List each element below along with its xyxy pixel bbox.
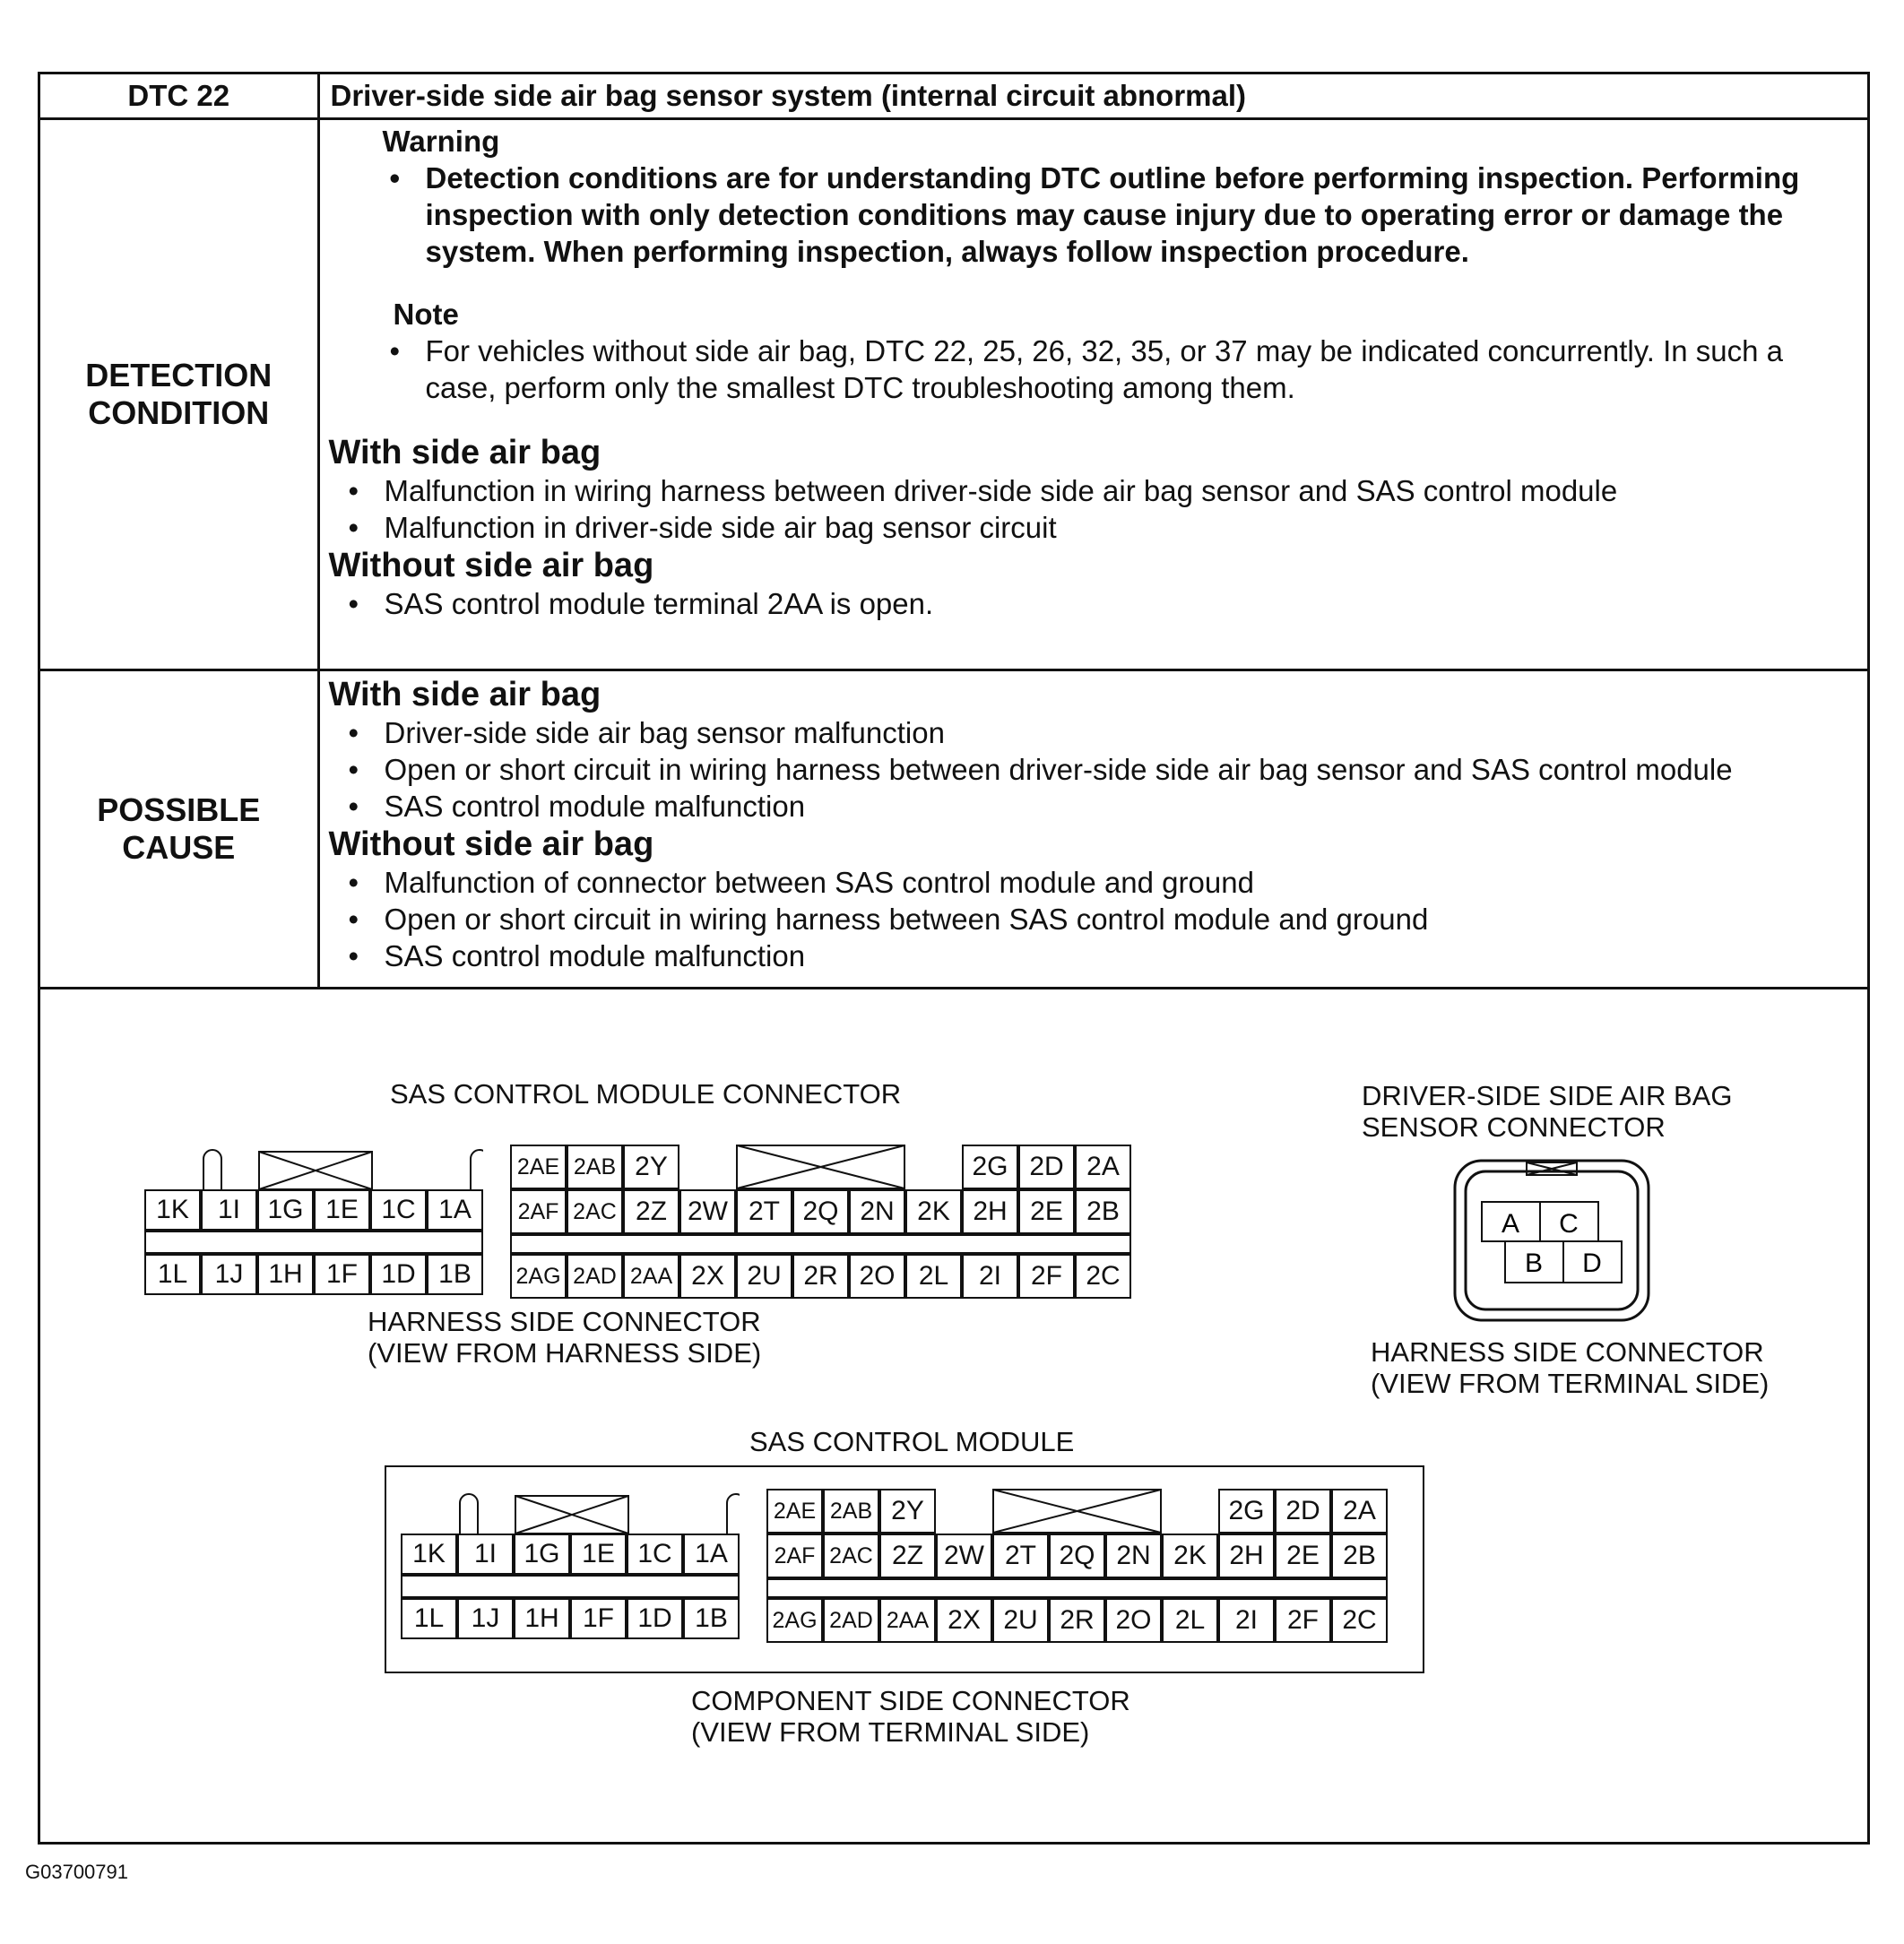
connector-pin: 2L xyxy=(905,1254,962,1299)
connector-pin: 1A xyxy=(683,1534,740,1575)
connector-pin: 2G xyxy=(1218,1489,1275,1534)
connector-pin: 1I xyxy=(457,1534,514,1575)
detection-label-line1: DETECTION xyxy=(85,357,273,393)
connector-pin: 2Y xyxy=(879,1489,936,1534)
connector-pin: 2R xyxy=(792,1254,849,1299)
connector-pin: 2K xyxy=(905,1189,962,1234)
connector-pin: 1J xyxy=(457,1598,514,1639)
connector-pin: 2G xyxy=(962,1145,1018,1189)
cause-label-line1: POSSIBLE xyxy=(97,791,261,828)
sensor-pin-b: B xyxy=(1524,1248,1544,1278)
detection-label-line2: CONDITION xyxy=(88,394,270,431)
detection-content xyxy=(318,119,1867,670)
list-item: • Open or short circuit in wiring harness between driver-side side air bag sensor and SAS control module xyxy=(385,751,1859,788)
connector-pin: 2N xyxy=(849,1189,905,1234)
connector-key-icon xyxy=(736,1145,905,1189)
connector-divider xyxy=(144,1231,483,1254)
list-item: • Open or short circuit in wiring harness between SAS control module and ground xyxy=(385,901,1859,937)
connector-latch-icon xyxy=(401,1489,740,1535)
connector-pin: 2AE xyxy=(766,1489,823,1534)
connector-pin: 1E xyxy=(570,1534,627,1575)
connector-pin: 2A xyxy=(1075,1145,1131,1189)
note-title: Note xyxy=(393,298,459,331)
detection-with-title: With side air bag xyxy=(328,434,601,471)
connector-pin: 2D xyxy=(1018,1145,1075,1189)
connector-pin: 1E xyxy=(314,1189,370,1231)
connector-pin: 2H xyxy=(1218,1534,1275,1578)
sas-connector-title: SAS CONTROL MODULE CONNECTOR xyxy=(390,1078,902,1110)
connector-pin: 2AG xyxy=(510,1254,567,1299)
connector-pin: 1A xyxy=(427,1189,483,1231)
connector-pin: 2I xyxy=(1218,1598,1275,1643)
connector-pin: 2AD xyxy=(823,1598,879,1643)
connector-pin: 2F xyxy=(1018,1254,1075,1299)
connector-key-icon xyxy=(992,1489,1162,1534)
connector-pin: 1H xyxy=(514,1598,570,1639)
list-item: • SAS control module malfunction xyxy=(385,788,1859,825)
sensor-pin-d: D xyxy=(1582,1248,1602,1278)
connector-pin: 2AA xyxy=(879,1598,936,1643)
sensor-pin-a: A xyxy=(1501,1209,1520,1239)
sas-connector-caption-2: (VIEW FROM HARNESS SIDE) xyxy=(368,1337,762,1369)
connector-pin: 2E xyxy=(1018,1189,1075,1234)
dtc-table xyxy=(40,74,1867,989)
connector-pin: 2Q xyxy=(1049,1534,1105,1578)
connector-pin: 2AB xyxy=(567,1145,623,1189)
connector-pin: 2AC xyxy=(567,1189,623,1234)
connector-pin: 2W xyxy=(679,1189,736,1234)
connector-pin: 2AE xyxy=(510,1145,567,1189)
connector-pin: 1B xyxy=(427,1254,483,1295)
list-item: • Malfunction in wiring harness between driver-side side air bag sensor and SAS control module xyxy=(385,472,1859,509)
connector-pin: 1H xyxy=(257,1254,314,1295)
connector-pin: 2C xyxy=(1075,1254,1131,1299)
detection-row xyxy=(40,119,1867,670)
list-item: • Malfunction of connector between SAS control module and ground xyxy=(385,864,1859,901)
connector-pin: 2AD xyxy=(567,1254,623,1299)
connector-pin: 2K xyxy=(1162,1534,1218,1578)
sensor-pin-c: C xyxy=(1559,1209,1579,1239)
connector-pin: 1C xyxy=(370,1189,427,1231)
sas-connector-caption-1: HARNESS SIDE CONNECTOR xyxy=(368,1306,761,1337)
detection-without-title: Without side air bag xyxy=(328,547,654,584)
warning-item: • Detection conditions are for understanding DTC outline before performing inspection. Performing inspection with only detection conditions may cause injury due to operating error or damage the system. When performing inspection, always follow inspection procedure. xyxy=(426,160,1859,270)
detection-without-list xyxy=(385,585,1859,622)
connector-pin: 1G xyxy=(257,1189,314,1231)
connector-pin: 1D xyxy=(627,1598,683,1639)
connector-pin: 2H xyxy=(962,1189,1018,1234)
note-list xyxy=(426,333,1859,406)
connector-pin: 1D xyxy=(370,1254,427,1295)
connector-pin: 2Z xyxy=(879,1534,936,1578)
sas-module-caption-2: (VIEW FROM TERMINAL SIDE) xyxy=(691,1716,1090,1748)
sas-module-title: SAS CONTROL MODULE xyxy=(749,1426,1075,1457)
dtc-code: DTC 22 xyxy=(40,74,318,119)
cause-without-list xyxy=(385,864,1859,974)
cause-row xyxy=(40,670,1867,989)
connector-pin: 2U xyxy=(992,1598,1049,1643)
connector-pin: 1I xyxy=(201,1189,257,1231)
list-item: • Driver-side side air bag sensor malfunction xyxy=(385,714,1859,751)
list-item: • Malfunction in driver-side side air bag sensor circuit xyxy=(385,509,1859,546)
connector-pin: 2Z xyxy=(623,1189,679,1234)
sas-module-caption-1: COMPONENT SIDE CONNECTOR xyxy=(691,1685,1130,1716)
connector-pin: 1F xyxy=(570,1598,627,1639)
connector-pin: 2A xyxy=(1331,1489,1388,1534)
list-item: • SAS control module terminal 2AA is open. xyxy=(385,585,1859,622)
connector-pin: 2B xyxy=(1331,1534,1388,1578)
note-item: • For vehicles without side air bag, DTC 22, 25, 26, 32, 35, or 37 may be indicated concurrently. In such a case, perform only the smallest DTC troubleshooting among them. xyxy=(426,333,1859,406)
cause-with-list xyxy=(385,714,1859,825)
cause-without-title: Without side air bag xyxy=(328,825,654,863)
connector-pin: 2U xyxy=(736,1254,792,1299)
connector-pin: 2AG xyxy=(766,1598,823,1643)
connector-pin: 2B xyxy=(1075,1189,1131,1234)
sensor-connector-caption-1: HARNESS SIDE CONNECTOR xyxy=(1371,1336,1764,1368)
header-row xyxy=(40,74,1867,119)
connector-pin: 2I xyxy=(962,1254,1018,1299)
connector-diagram xyxy=(40,981,1867,1842)
connector-pin: 1L xyxy=(401,1598,457,1639)
sensor-connector-title-2: SENSOR CONNECTOR xyxy=(1362,1111,1666,1143)
connector-pin: 2T xyxy=(992,1534,1049,1578)
connector-pin: 2T xyxy=(736,1189,792,1234)
connector-pin: 2E xyxy=(1275,1534,1331,1578)
sensor-connector-drawing xyxy=(1451,1157,1652,1324)
connector-pin: 2O xyxy=(1105,1598,1162,1643)
connector-pin: 2O xyxy=(849,1254,905,1299)
cause-content xyxy=(318,670,1867,989)
detection-with-list xyxy=(385,472,1859,546)
connector-pin: 1B xyxy=(683,1598,740,1639)
connector-pin: 1C xyxy=(627,1534,683,1575)
connector-pin: 1J xyxy=(201,1254,257,1295)
connector-pin: 1K xyxy=(401,1534,457,1575)
connector-pin: 2Y xyxy=(623,1145,679,1189)
connector-pin: 2C xyxy=(1331,1598,1388,1643)
connector-pin: 2X xyxy=(936,1598,992,1643)
connector-pin: 1G xyxy=(514,1534,570,1575)
list-item: • SAS control module malfunction xyxy=(385,937,1859,974)
figure-id: G03700791 xyxy=(25,1861,128,1883)
sensor-connector-title-1: DRIVER-SIDE SIDE AIR BAG xyxy=(1362,1080,1733,1111)
connector-pin: 2AC xyxy=(823,1534,879,1578)
dtc-sheet xyxy=(38,72,1870,1845)
connector-pin: 2AB xyxy=(823,1489,879,1534)
connector-pin: 2Q xyxy=(792,1189,849,1234)
sensor-connector-caption-2: (VIEW FROM TERMINAL SIDE) xyxy=(1371,1368,1770,1399)
connector-pin: 2AF xyxy=(766,1534,823,1578)
dtc-title: Driver-side side air bag sensor system (internal circuit abnormal) xyxy=(318,74,1867,119)
connector-pin: 1K xyxy=(144,1189,201,1231)
connector-pin: 2R xyxy=(1049,1598,1105,1643)
cause-with-title: With side air bag xyxy=(328,676,601,713)
warning-list xyxy=(426,160,1859,270)
connector-pin: 2N xyxy=(1105,1534,1162,1578)
warning-title: Warning xyxy=(382,125,500,158)
connector-pin: 2X xyxy=(679,1254,736,1299)
connector-divider xyxy=(510,1234,1131,1254)
connector-latch-icon xyxy=(144,1145,483,1191)
connector-divider xyxy=(401,1575,740,1598)
connector-pin: 2F xyxy=(1275,1598,1331,1643)
connector-divider xyxy=(766,1578,1388,1598)
detection-label xyxy=(40,119,318,670)
connector-pin: 2D xyxy=(1275,1489,1331,1534)
connector-pin: 1L xyxy=(144,1254,201,1295)
connector-pin: 2AA xyxy=(623,1254,679,1299)
cause-label xyxy=(40,670,318,989)
cause-label-line2: CAUSE xyxy=(122,829,236,866)
connector-pin: 1F xyxy=(314,1254,370,1295)
connector-pin: 2AF xyxy=(510,1189,567,1234)
connector-pin: 2W xyxy=(936,1534,992,1578)
connector-pin: 2L xyxy=(1162,1598,1218,1643)
